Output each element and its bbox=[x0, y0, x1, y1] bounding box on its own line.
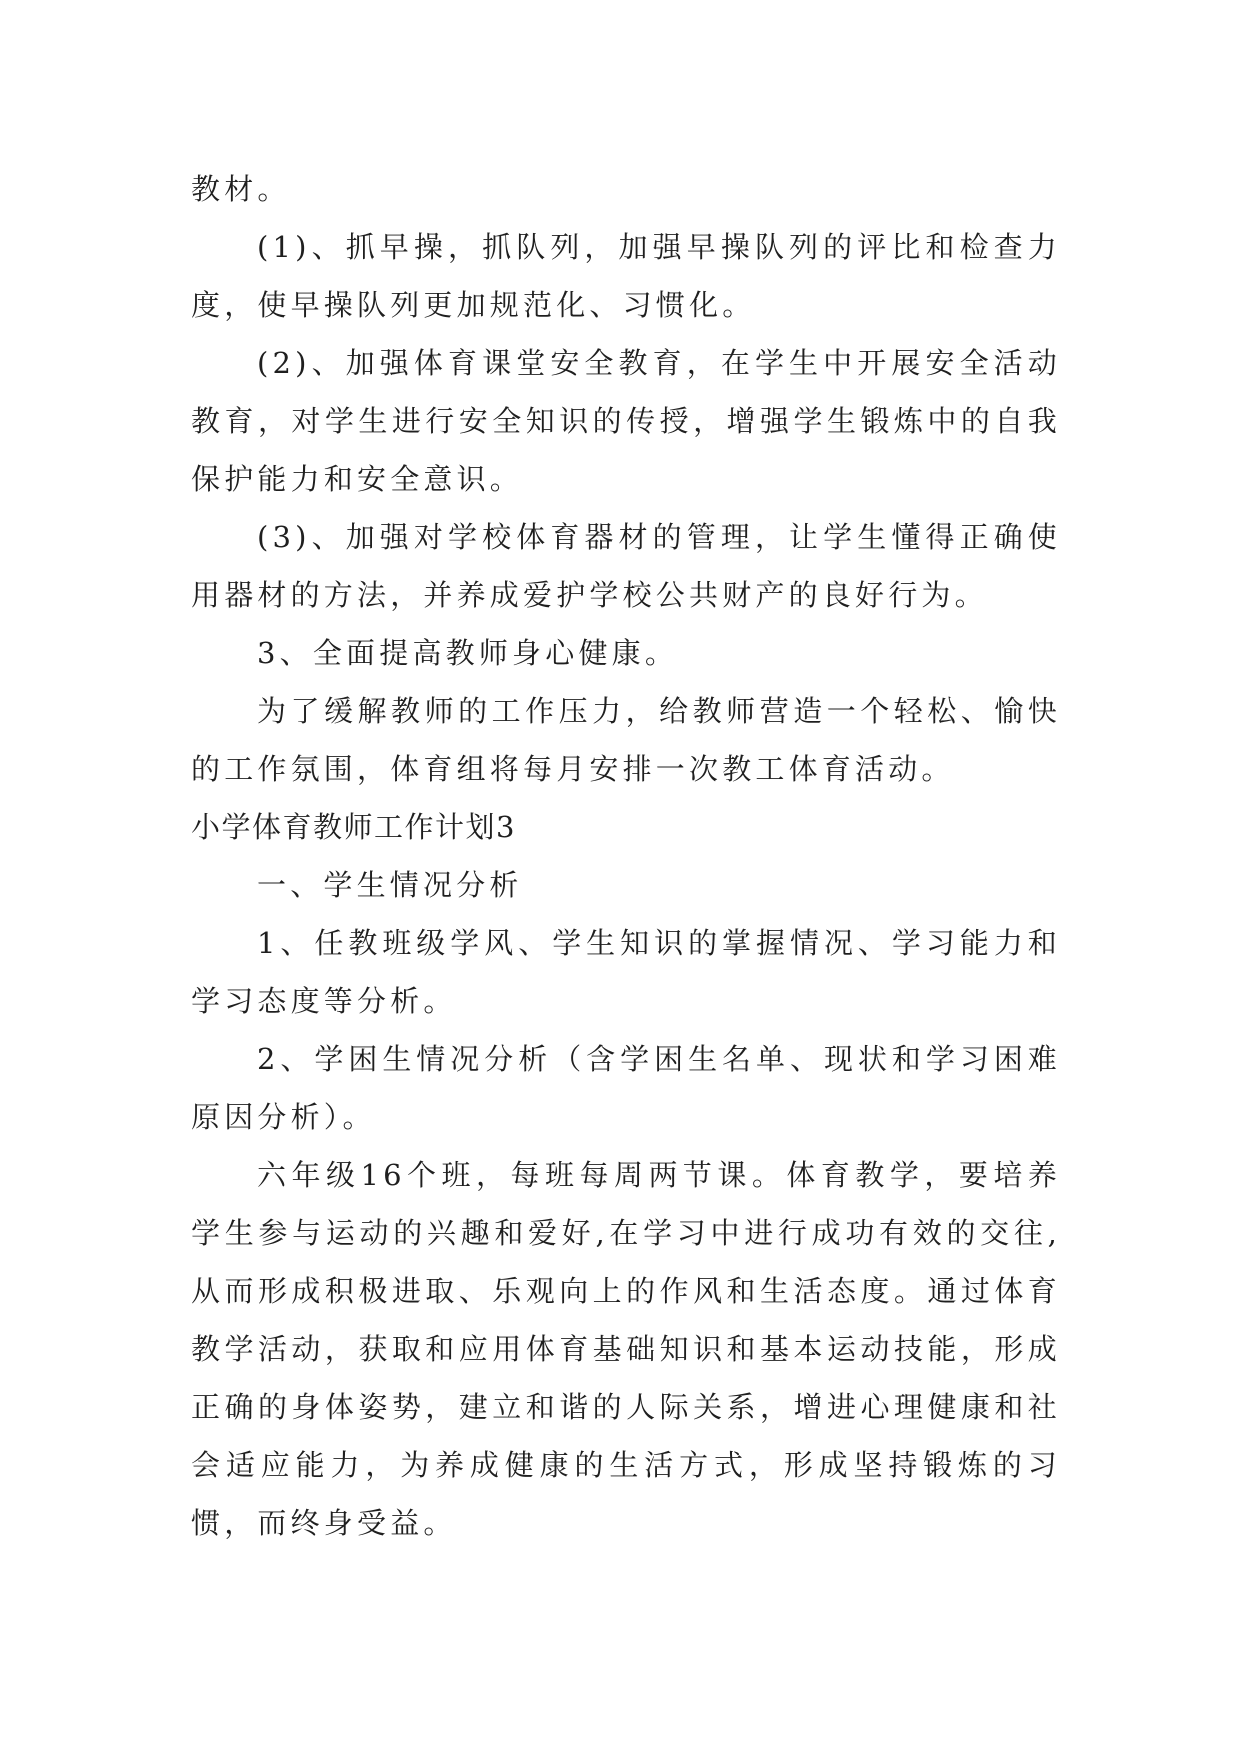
paragraph-analysis-2: 2、学困生情况分析（含学困生名单、现状和学习困难原因分析）。 bbox=[191, 1042, 1061, 1134]
subsection-heading: 一、学生情况分析 bbox=[257, 868, 523, 902]
paragraph-continuation: 教材。 bbox=[191, 172, 291, 206]
paragraph-item-2: (2)、加强体育课堂安全教育，在学生中开展安全活动教育，对学生进行安全知识的传授，增强学生锻炼中的自我保护能力和安全意识。 bbox=[191, 346, 1061, 496]
paragraph-point-3: 3、全面提高教师身心健康。 bbox=[257, 636, 679, 670]
section-title: 小学体育教师工作计划3 bbox=[191, 810, 516, 844]
paragraph-item-3: (3)、加强对学校体育器材的管理，让学生懂得正确使用器材的方法，并养成爱护学校公共财产的良好行为。 bbox=[191, 520, 1061, 612]
paragraph-analysis-1: 1、任教班级学风、学生知识的掌握情况、学习能力和学习态度等分析。 bbox=[191, 926, 1061, 1018]
paragraph-item-1: (1)、抓早操，抓队列，加强早操队列的评比和检查力度，使早操队列更加规范化、习惯化。 bbox=[191, 230, 1061, 322]
paragraph-grade-six: 六年级16个班，每班每周两节课。体育教学，要培养学生参与运动的兴趣和爱好,在学习中进行成功有效的交往,从而形成积极进取、乐观向上的作风和生活态度。通过体育教学活动，获取和应用体育基础知识和基本运动技能，形成正确的身体姿势，建立和谐的人际关系，增进心理健康和社会适应能力，为养成健康的生活方式，形成坚持锻炼的习惯，而终身受益。 bbox=[191, 1158, 1061, 1540]
document-body bbox=[191, 160, 1061, 1552]
paragraph-teacher-activity: 为了缓解教师的工作压力，给教师营造一个轻松、愉快的工作氛围，体育组将每月安排一次教工体育活动。 bbox=[191, 694, 1061, 786]
